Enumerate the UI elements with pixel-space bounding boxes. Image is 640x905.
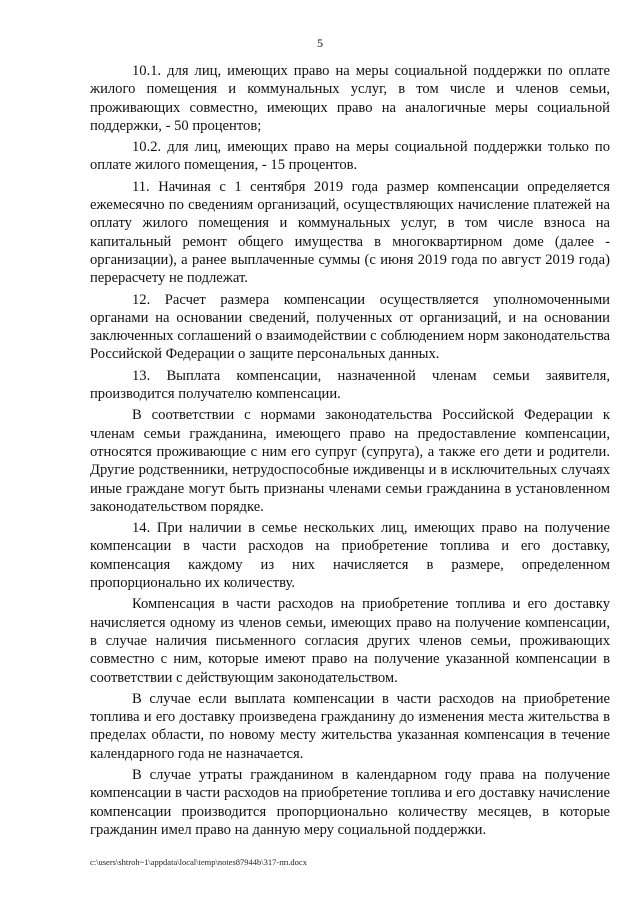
- paragraph-14: 14. При наличии в семье нескольких лиц, имеющих право на получение компенсации в части расходов на приобретение топлива и его доставку, компенсация каждому из них начисляется в размере, определенном пропорционально их количеству.: [90, 520, 610, 592]
- paragraph-loss-of-right: В случае утраты гражданином в календарном году права на получение компенсации в части расходов на приобретение топлива и его доставку начисление компенсации производится пропорционально количеству месяцев, в которые гражданин имел право на данную меру социальной поддержки.: [90, 766, 610, 838]
- paragraph-10-2: 10.2. для лиц, имеющих право на меры социальной поддержки только по оплате жилого помещения, - 15 процентов.: [90, 139, 610, 174]
- page-number: 5: [317, 36, 323, 50]
- paragraph-13: 13. Выплата компенсации, назначенной членам семьи заявителя, производится получателю компенсации.: [90, 367, 610, 403]
- paragraph-family-members: В соответствии с нормами законодательства Российской Федерации к членам семьи гражданина, имеющего право на предоставление компенсации, относятся проживающие с ним его супруг (супруга), а также его дети и родители. Другие родственники, нетрудоспособные иждивенцы и в исключительных случаях иные граждане могут быть признаны членами семьи гражданина в установленном законодательством порядке.: [90, 407, 610, 515]
- paragraph-11: 11. Начиная с 1 сентября 2019 года размер компенсации определяется ежемесячно по сведениям организаций, осуществляющих начисление платежей на оплату жилого помещения и коммунальных услуг, в том числе взноса на капитальный ремонт общего имущества в многоквартирном доме (далее - организации), а ранее выплаченные суммы (с июня 2019 года по август 2019 года) перерасчету не подлежат.: [90, 178, 610, 287]
- paragraph-change-of-residence: В случае если выплата компенсации в части расходов на приобретение топлива и его доставку произведена гражданину до изменения места жительства в пределах области, по новому месту жительства указанная компенсация в течение календарного года не назначается.: [90, 690, 610, 762]
- paragraph-12: 12. Расчет размера компенсации осуществляется уполномоченными органами на основании сведений, полученных от организаций, и на основании заключенных соглашений о взаимодействии с соблюдением норм законодательства Российской Федерации о защите персональных данных.: [90, 291, 610, 363]
- paragraph-10-1: 10.1. для лиц, имеющих право на меры социальной поддержки по оплате жилого помещения и коммунальных услуг, в том числе и членов семьи, проживающих совместно, имеющих право на аналогичные меры социальной поддержки, - 50 процентов;: [90, 63, 610, 134]
- paragraph-fuel-compensation: Компенсация в части расходов на приобретение топлива и его доставку начисляется одному из членов семьи, имеющих право на получение компенсации, в случае наличия письменного согласия других членов семьи, проживающих совместно с ним, которые имеют право на получение указанной компенсации в соответствии с действующим законодательством.: [90, 596, 610, 686]
- document-body: [90, 62, 610, 839]
- footer-file-path: c:\users\shtroh~1\appdata\local\temp\notes87944b\317-пп.docx: [90, 857, 307, 867]
